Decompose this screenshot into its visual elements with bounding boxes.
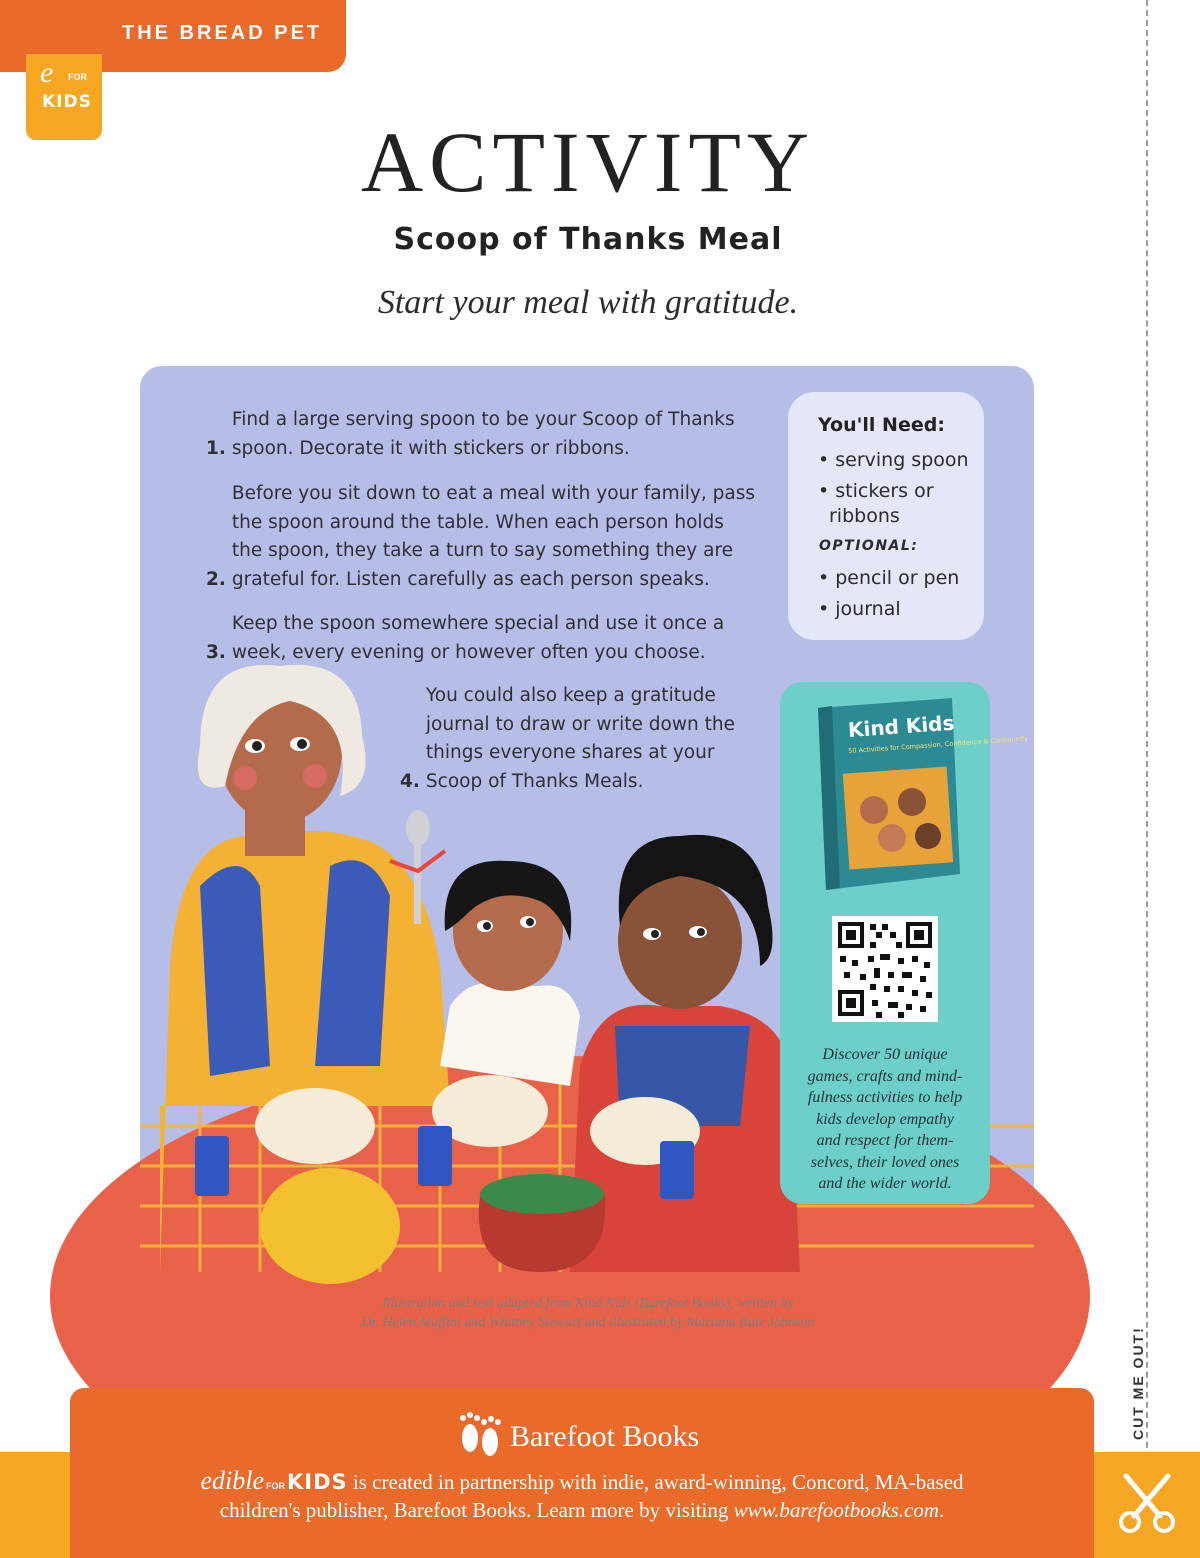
- step-4: 4.You could also keep a gratitude journal to draw or write down the things everyone shares at your Scoop of Thanks Meals.: [400, 685, 735, 792]
- qr-code[interactable]: [832, 916, 938, 1022]
- activity-subtitle: Scoop of Thanks Meal: [393, 222, 783, 257]
- cut-me-out-label: CUT ME OUT!: [1130, 1326, 1146, 1440]
- page-title: ACTIVITY: [360, 114, 816, 210]
- promo-description: Discover 50 unique games, crafts and mind- fulness activities to help kids develop empathy and respect for them- selves, their loved ones and the wider world.: [807, 1046, 963, 1192]
- illustration-credit: Illustration and text adapted from Kind Kids (Barefoot Books), written by Dr. Helen Maffini and Whitney Stewart and illustrated by Mariana Ruiz Johnson: [361, 1296, 815, 1330]
- barefoot-logo-icon: [456, 1406, 504, 1458]
- supply-item: • stickers or: [818, 480, 934, 502]
- footer-accent-left: [0, 1452, 72, 1558]
- svg-text:50 Activities for Compassion,: 50 Activities for Compassion, Confidence & Community: [847, 734, 1029, 756]
- step-3: 3.Keep the spoon somewhere special and use it once a week, every evening or however often you choose.: [206, 613, 725, 663]
- step-1: 1.Find a large serving spoon to be your Scoop of Thanks spoon. Decorate it with stickers or ribbons.: [206, 409, 735, 459]
- website-link[interactable]: www.barefootbooks.com: [733, 1498, 939, 1522]
- scissors-icon: [1116, 1472, 1178, 1534]
- optional-label: OPTIONAL:: [819, 538, 919, 554]
- badge-for: FOR: [68, 72, 87, 82]
- tagline: Start your meal with gratitude.: [377, 284, 799, 321]
- optional-item: • journal: [818, 598, 901, 620]
- section-label: THE BREAD PET: [122, 22, 323, 44]
- supplies-title: You'll Need:: [818, 414, 945, 436]
- badge-letter: e: [40, 56, 54, 89]
- barefoot-books-brand: Barefoot Books: [510, 1420, 700, 1453]
- badge-kids: KIDS: [42, 92, 92, 112]
- book-cover-image: [812, 698, 1029, 894]
- step-2: 2.Before you sit down to eat a meal with your family, pass the spoon around the table. When each person holds the spoon, they take a turn to say something they are grateful for. Listen carefully as each person speaks.: [206, 483, 755, 590]
- supply-item: ribbons: [829, 505, 900, 527]
- svg-text:Kind Kids: Kind Kids: [847, 710, 956, 743]
- footer-line-1: edible FORKIDS is created in partnership with indie, award-winning, Concord, MA-based: [200, 1466, 964, 1495]
- supply-item: • serving spoon: [818, 449, 969, 471]
- footer-line-2: children's publisher, Barefoot Books. Learn more by visiting www.barefootbooks.com.: [219, 1498, 945, 1522]
- optional-item: • pencil or pen: [818, 567, 960, 589]
